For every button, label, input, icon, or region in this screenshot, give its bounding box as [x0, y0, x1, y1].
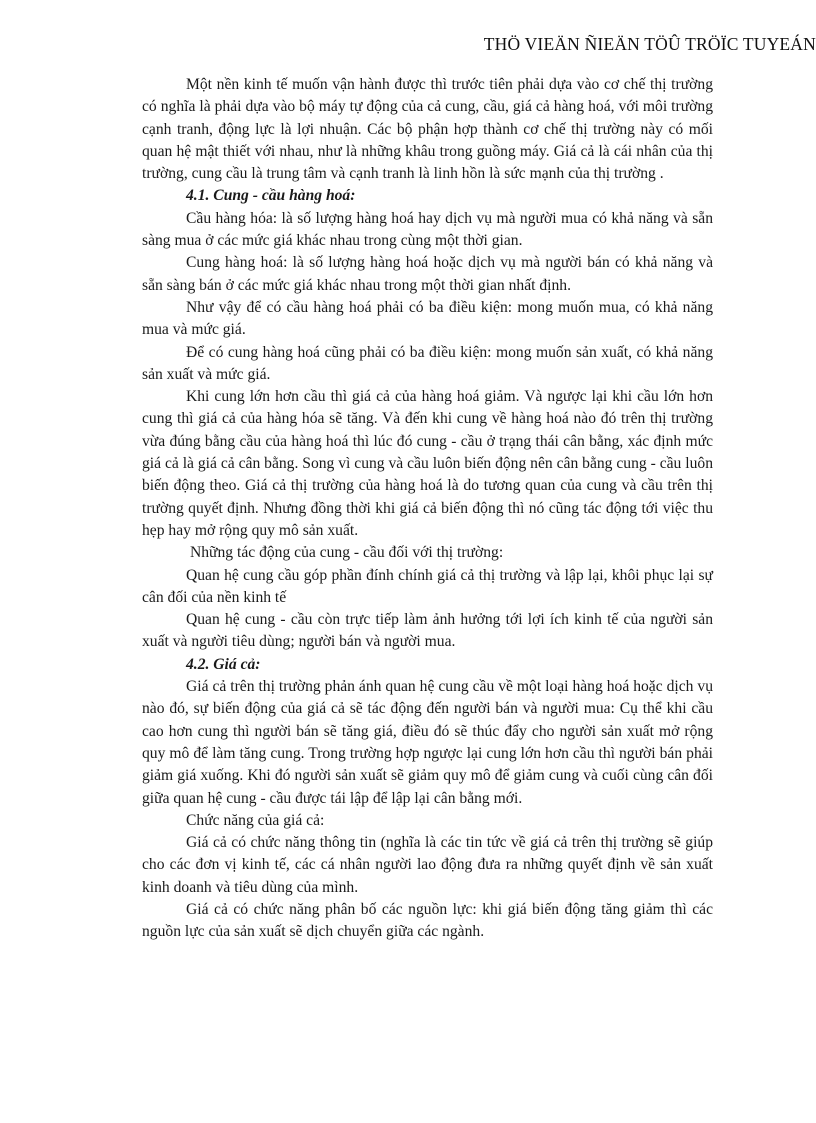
paragraph-effect-1: Quan hệ cung cầu góp phần đính chính giá cả thị trường và lập lại, khôi phục lại sự cân đối của nền kinh tế [142, 566, 713, 606]
section-heading-price: 4.2. Giá cả: [186, 655, 261, 673]
paragraph-effects-intro: Những tác động của cung - cầu đối với thị trường: [190, 544, 504, 562]
paragraph-price-market: Giá cả trên thị trường phản ánh quan hệ cung cầu về một loại hàng hoá hoặc dịch vụ nào đó, sự biến động của giá cả sẽ tác động đến người bán và người mua: Cụ thể khi cầu cao hơn cung thì người bán sẽ tăng giá, điều đó sẽ thúc đẩy cho người sản xuất mở rộng quy mô để làm tăng cung. Trong trường hợp ngược lại cung lớn hơn cầu thì người bán phải giảm giá xuống. Khi đó người sản xuất sẽ giảm quy mô để giảm cung và cuối cùng cân đối giữa quan hệ cung - cầu được tái lập để lập lại cân bằng mới. [142, 678, 713, 807]
paragraph-effect-2: Quan hệ cung - cầu còn trực tiếp làm ảnh hưởng tới lợi ích kinh tế của người sản xuất và người tiêu dùng; người bán và người mua. [142, 611, 713, 651]
section-heading-supply-demand: 4.1. Cung - cầu hàng hoá: [186, 187, 356, 205]
paragraph-demand-definition: Cầu hàng hóa: là số lượng hàng hoá hay dịch vụ mà người mua có khả năng và sẵn sàng mua ở các mức giá khác nhau trong cùng một thời gian. [142, 209, 713, 250]
paragraph-demand-conditions: Như vậy để có cầu hàng hoá phải có ba điều kiện: mong muốn mua, có khả năng mua và mức giá. [142, 298, 713, 339]
paragraph-equilibrium: Khi cung lớn hơn cầu thì giá cả của hàng hoá giảm. Và ngược lại khi cầu lớn hơn cung thì giá cả của hàng hóa sẽ tăng. Và đến khi cung về hàng hoá nào đó trên thị trường vừa đúng bằng cầu của hàng hoá thì lúc đó cung - cầu ở trạng thái cân bằng, xác định mức giá cả là giá cả cân bằng. Song vì cung và cầu luôn biến động nên cân bằng cung - cầu luôn biến động theo. Giá cả thị trường của hàng hoá là do tương quan của cung và cầu trên thị trường quyết định. Nhưng đồng thời khi giá cả biến động thì nó cũng tác động tới việc thu hẹp hay mở rộng quy mô sản xuất. [142, 388, 713, 539]
paragraph-supply-conditions: Để có cung hàng hoá cũng phải có ba điều kiện: mong muốn sản xuất, có khả năng sản xuất và mức giá. [142, 343, 713, 383]
paragraph-price-information: Giá cả có chức năng thông tin (nghĩa là các tin tức về giá cả trên thị trường sẽ giúp cho các đơn vị kinh tế, các cá nhân người lao động đưa ra những quyết định về sản xuất kinh doanh và tiêu dùng của mình. [142, 834, 713, 896]
paragraph-supply-definition: Cung hàng hoá: là số lượng hàng hoá hoặc dịch vụ mà người bán có khả năng và sẵn sàng bán ở các mức giá khác nhau trong một thời gian nhất định. [142, 254, 713, 294]
page-header: THÖ VIEÄN ÑIEÄN TÖÛ TRÖÏC TUYEÁN [483, 34, 816, 54]
paragraph-price-allocation: Giá cả có chức năng phân bố các nguồn lực: khi giá biến động tăng giảm thì các nguồn lực của sản xuất sẽ dịch chuyển giữa các ngành. [142, 900, 713, 941]
paragraph-price-functions-intro: Chức năng của giá cả: [186, 811, 325, 829]
paragraph-intro: Một nền kinh tế muốn vận hành được thì trước tiên phải dựa vào cơ chế thị trường có nghĩa là phải dựa vào bộ máy tự động của cả cung, cầu, giá cả hàng hoá, với môi trường cạnh tranh, động lực là lợi nhuận. Các bộ phận hợp thành cơ chế thị trường này có mối quan hệ mật thiết với nhau, như là những khâu trong guồng máy. Giá cả là cái nhân của thị trường, cung cầu là trung tâm và cạnh tranh là linh hồn là sức mạnh của thị trường . [142, 76, 713, 183]
document-body [142, 74, 713, 944]
